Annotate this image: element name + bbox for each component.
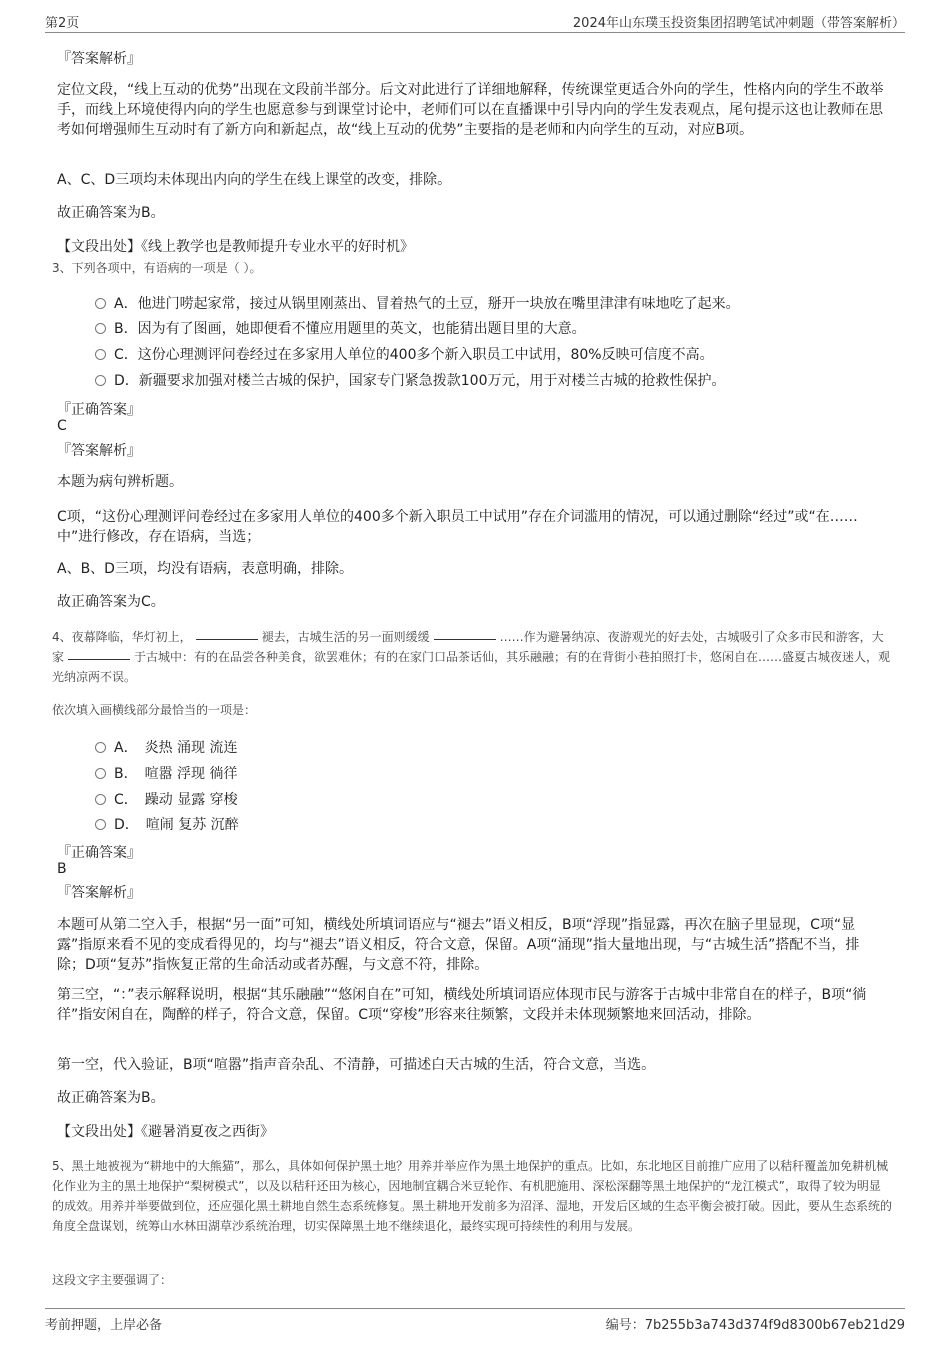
radio-icon[interactable] <box>95 819 106 830</box>
radio-icon[interactable] <box>95 768 106 779</box>
q2-analysis-p1: 定位文段，“线上互动的优势”出现在文段前半部分。后文对此进行了详细地解释，传统课堂更适合外向的学生，性格内向的学生不敢举手，而线上环境使得内向的学生也愿意参与到课堂讨论中，老师们可以在直播课中引导内向的学生发表观点，尾句提示这也让教师在思考如何增强师生互动时有了新方向和新起点，故“线上互动的优势”主要指的是老师和内向学生的互动，对应B项。 <box>57 82 884 138</box>
radio-icon[interactable] <box>95 742 106 753</box>
q3-stem: 3、下列各项中，有语病的一项是（ ）。 <box>52 261 262 275</box>
q3-option-c[interactable]: C．这份心理测评问卷经过在多家用人单位的400多个新入职员工中试用，80%反映可信度不高。 <box>95 345 714 365</box>
q5-instruction: 这段文字主要强调了： <box>52 1273 173 1287</box>
q4-option-c[interactable]: C． 躁动 显露 穿梭 <box>95 790 238 810</box>
q3-analysis-a3: A、B、D三项，均没有语病，表意明确，排除。 <box>57 561 353 577</box>
q4-option-b[interactable]: B． 喧嚣 浮现 徜徉 <box>95 764 238 784</box>
q4-instruction: 依次填入画横线部分最恰当的一项是： <box>52 703 257 717</box>
q4-stem: 4、夜幕降临，华灯初上， 褪去，古城生活的另一面则缓缓 ……作为避暑纳凉、夜游观光的好去处，古城吸引了众多市民和游客，大家 于古城中：有的在品尝各种美食，欲罢难休；有的在家门口品茶话仙，其乐融融；有的在背街小巷拍照打卡，悠闲自在……盛夏古城夜迷人，观光纳凉两不误。 <box>52 627 892 687</box>
q3-answer: C <box>57 418 67 434</box>
page-footer <box>45 1308 905 1333</box>
q4-source: 【文段出处】《避暑消夏夜之西街》 <box>57 1124 274 1140</box>
q4-option-d[interactable]: D． 喧闹 复苏 沉醉 <box>95 815 239 835</box>
q3-option-d[interactable]: D．新疆要求加强对楼兰古城的保护，国家专门紧急拨款100万元，用于对楼兰古城的抢救性保护。 <box>95 371 726 391</box>
radio-icon[interactable] <box>95 349 106 360</box>
q3-answer-label: 『正确答案』 <box>57 402 141 418</box>
q4-analysis-a4: 故正确答案为B。 <box>57 1090 165 1106</box>
radio-icon[interactable] <box>95 375 106 386</box>
q4-option-a[interactable]: A． 炎热 涌现 流连 <box>95 738 237 758</box>
q5-stem: 5、黑土地被视为“耕地中的大熊猫”，那么，具体如何保护黑土地？用养并举应作为黑土地保护的重点。比如，东北地区目前推广应用了以秸秆覆盖加免耕机械化作业为主的黑土地保护“梨树模式”，以及以秸秆还田为核心，因地制宜耦合米豆轮作、有机肥施用、深松深翻等黑土地保护的“龙江模式”，取得了较为明显的成效。用养并举要做到位，还应强化黑土耕地自然生态系统修复。黑土耕地开发前多为沼泽、湿地，开发后区域的生态平衡会被打破。因此，要从生态系统的角度全盘谋划，统筹山水林田湖草沙系统治理，切实保障黑土地不继续退化，最终实现可持续性的利用与发展。 <box>52 1159 893 1233</box>
q4-answer-label: 『正确答案』 <box>57 845 141 861</box>
document-title: 2024年山东璞玉投资集团招聘笔试冲刺题（带答案解析） <box>572 16 905 31</box>
q3-analysis-a1: 本题为病句辨析题。 <box>57 474 183 490</box>
radio-icon[interactable] <box>95 794 106 805</box>
q2-source: 【文段出处】《线上教学也是教师提升专业水平的好时机》 <box>57 239 414 255</box>
q3-option-a[interactable]: A．他进门唠起家常，接过从锅里刚蒸出、冒着热气的土豆，掰开一块放在嘴里津津有味地吃了起来。 <box>95 294 740 314</box>
q3-analysis-a4: 故正确答案为C。 <box>57 594 165 610</box>
q4-answer: B <box>57 861 67 877</box>
q3-analysis-label: 『答案解析』 <box>57 443 141 459</box>
q4-analysis-a2: 第三空，“：”表示解释说明，根据“其乐融融”“悠闲自在”可知，横线处所填词语应体现市民与游客于古城中非常自在的样子，B项“徜徉”指安闲自在，陶醉的样子，符合文意，保留。C项“穿梭”形容来往频繁，文段并未体现频繁地来回活动，排除。 <box>57 987 867 1023</box>
footer-slogan: 考前押题，上岸必备 <box>45 1318 163 1333</box>
q2-analysis-p3: 故正确答案为B。 <box>57 205 165 221</box>
q2-analysis-label: 『答案解析』 <box>57 51 141 67</box>
radio-icon[interactable] <box>95 323 106 334</box>
radio-icon[interactable] <box>95 298 106 309</box>
q4-analysis-label: 『答案解析』 <box>57 885 141 901</box>
page-number: 第2页 <box>45 16 80 31</box>
q2-analysis-p2: A、C、D三项均未体现出内向的学生在线上课堂的改变，排除。 <box>57 172 452 188</box>
q3-analysis-a2: C项，“这份心理测评问卷经过在多家用人单位的400多个新入职员工中试用”存在介词滥用的情况，可以通过删除“经过”或“在……中”进行修改，存在语病，当选； <box>57 509 858 545</box>
q4-analysis-a3: 第一空，代入验证，B项“喧嚣”指声音杂乱、不清静，可描述白天古城的生活，符合文意，当选。 <box>57 1057 656 1073</box>
blank-1 <box>196 627 258 640</box>
blank-3 <box>68 647 130 660</box>
document-id: 编号：7b255b3a743d374f9d8300b67eb21d29 <box>605 1318 905 1333</box>
q4-analysis-a1: 本题可从第二空入手，根据“另一面”可知，横线处所填词语应与“褪去”语义相反，B项“浮现”指显露，再次在脑子里显现，C项“显露”指原来看不见的变成看得见的，均与“褪去”语义相反，符合文意，保留。A项“涌现”指大量地出现，与“古城生活”搭配不当，排除；D项“复苏”指恢复正常的生命活动或者苏醒，与文意不符，排除。 <box>57 917 860 973</box>
page-header <box>45 10 905 33</box>
q3-option-b[interactable]: B．因为有了图画，她即便看不懂应用题里的英文，也能猜出题目里的大意。 <box>95 319 586 339</box>
blank-2 <box>434 627 496 640</box>
